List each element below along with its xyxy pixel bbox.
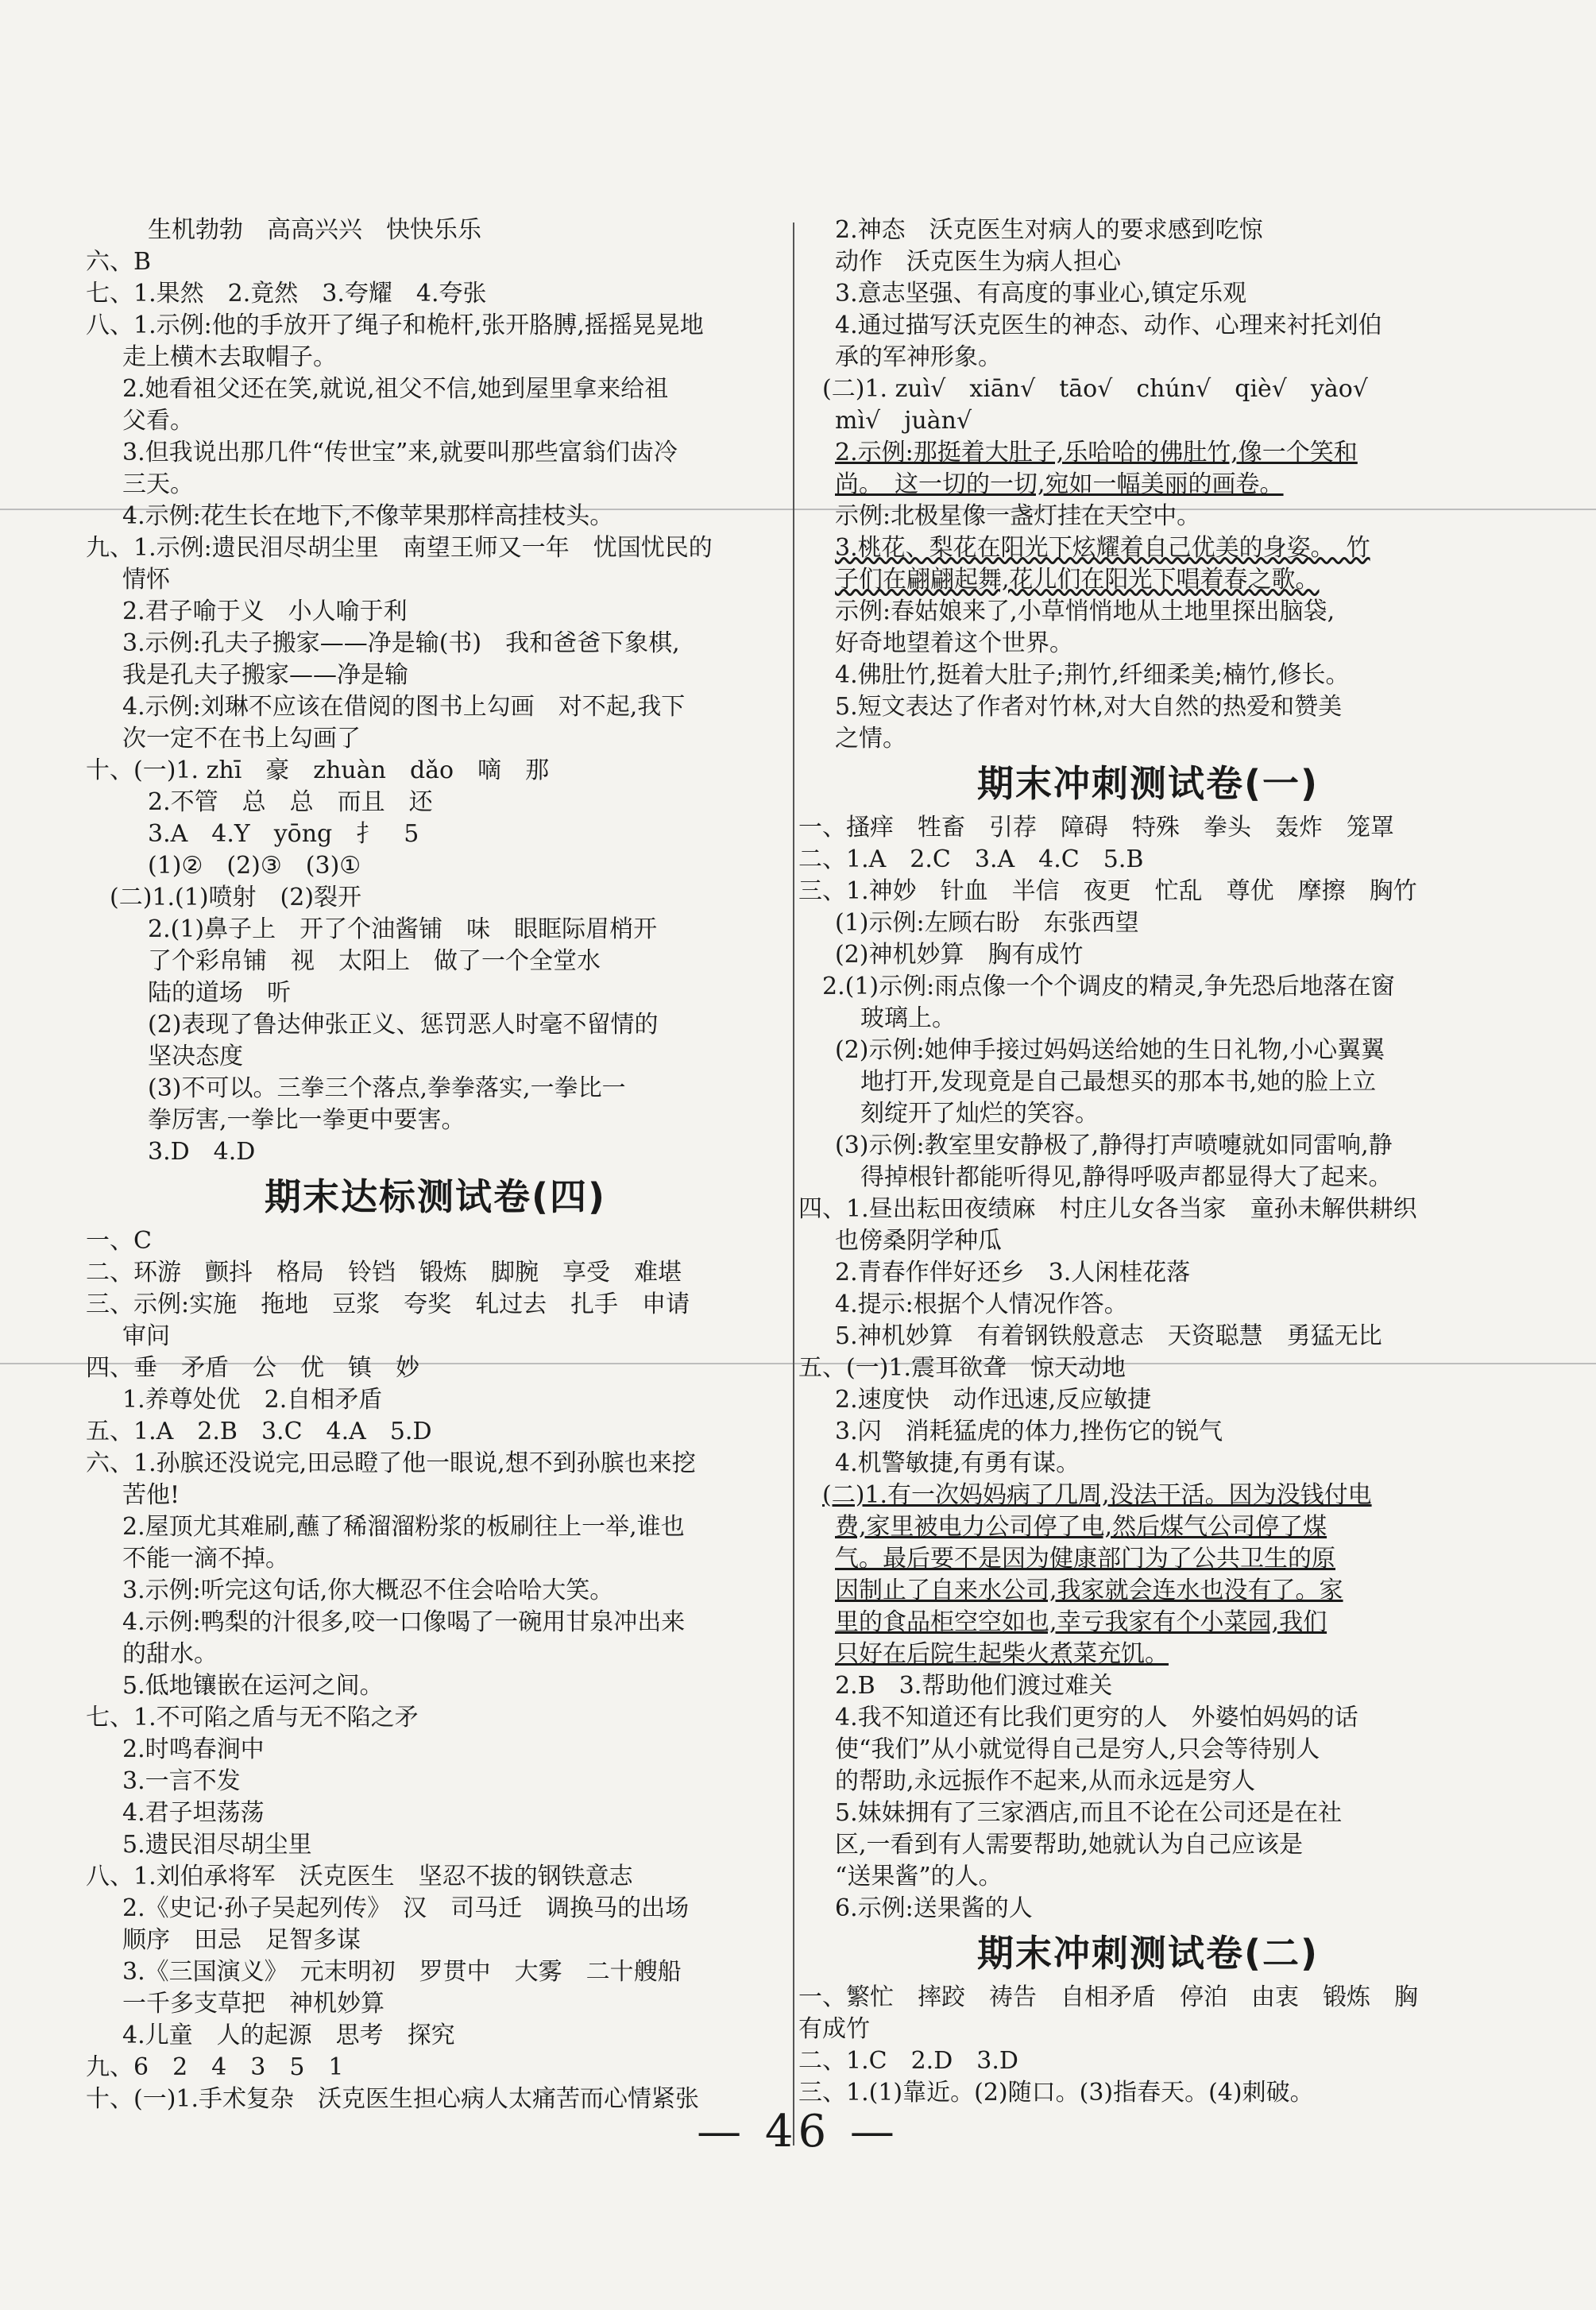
answer-text: (二)1.(1)喷射 (2)裂开 xyxy=(110,884,362,911)
section-title: 期末冲刺测试卷(二) xyxy=(976,1932,1320,1975)
section-title: 期末冲刺测试卷(一) xyxy=(976,762,1320,805)
answer-text: 3.D 4.D xyxy=(148,1138,256,1166)
answer-line xyxy=(86,1073,785,1105)
answer-text: 里的食品柜空空如也,幸亏我家有个小菜园,我们 xyxy=(835,1608,1327,1636)
answer-line xyxy=(86,2052,785,2084)
answer-text: 七、1.果然 2.竟然 3.夸耀 4.夸张 xyxy=(86,280,487,308)
answer-text: 2.不管 总 总 而且 还 xyxy=(148,788,433,816)
answer-text: 三天。 xyxy=(122,470,194,498)
answer-text: 次一定不在书上勾画了 xyxy=(122,725,361,753)
answer-text: 5.短文表达了作者对竹林,对大自然的热爱和赞美 xyxy=(835,693,1343,721)
answer-text: 八、1.刘伯承将军 沃克医生 坚忍不拔的钢铁意志 xyxy=(86,1863,633,1890)
answer-line xyxy=(86,850,785,882)
answer-line xyxy=(798,723,1497,755)
answer-text: 4.示例:花生长在地下,不像苹果那样高挂枝头。 xyxy=(122,502,614,530)
answer-line xyxy=(798,812,1497,844)
answer-text: 三、示例:实施 拖地 豆浆 夸奖 轧过去 扎手 申请 xyxy=(86,1290,690,1318)
answer-line xyxy=(86,1352,785,1384)
answer-line xyxy=(86,1448,785,1480)
answer-text: 四、垂 矛盾 公 优 镇 妙 xyxy=(86,1354,419,1382)
answer-text: 2.青春作伴好还乡 3.人闲桂花落 xyxy=(835,1259,1191,1287)
answer-line xyxy=(798,469,1497,501)
answer-line xyxy=(86,1893,785,1925)
answer-line xyxy=(798,1861,1497,1893)
answer-text: 3.意志坚强、有高度的事业心,镇定乐观 xyxy=(835,280,1247,308)
answer-line xyxy=(86,755,785,787)
answer-text: (2)神机妙算 胸有成竹 xyxy=(835,941,1084,969)
answer-text: 六、1.孙膑还没说完,田忌瞪了他一眼说,想不到孙膑也来挖 xyxy=(86,1449,696,1477)
answer-line xyxy=(86,787,785,818)
answer-text: 3.但我说出那几件“传世宝”来,就要叫那些富翁们齿冷 xyxy=(122,439,678,466)
answer-text: 3.桃花、梨花在阳光下炫耀着自己优美的身姿。 竹 xyxy=(835,534,1370,562)
answer-text: 2.速度快 动作迅速,反应敏捷 xyxy=(835,1386,1152,1414)
answer-line xyxy=(86,914,785,946)
answer-line xyxy=(798,1257,1497,1289)
answer-text: (2)表现了鲁达伸张正义、惩罚恶人时毫不留情的 xyxy=(148,1011,659,1039)
answer-text: (3)不可以。三拳三个落点,拳拳落实,一拳比一 xyxy=(148,1074,626,1102)
answer-text: 二、1.A 2.C 3.A 4.C 5.B xyxy=(798,845,1144,873)
answer-text: 五、1.A 2.B 3.C 4.A 5.D xyxy=(86,1418,432,1445)
answer-line xyxy=(86,1289,785,1321)
answer-line xyxy=(798,310,1497,342)
answer-line xyxy=(798,1766,1497,1797)
answer-text: (1)② (2)③ (3)① xyxy=(148,852,361,880)
answer-text: 的甜水。 xyxy=(122,1640,218,1668)
answer-line xyxy=(86,1041,785,1073)
answer-text: 十、(一)1. zhī 豪 zhuàn dǎo 嘀 那 xyxy=(86,756,550,784)
answer-line xyxy=(798,1575,1497,1607)
answer-text: 情怀 xyxy=(122,566,170,594)
answer-line xyxy=(86,469,785,501)
answer-line xyxy=(798,1543,1497,1575)
answer-line xyxy=(798,1734,1497,1766)
answer-line xyxy=(798,1130,1497,1162)
answer-line xyxy=(86,977,785,1009)
answer-text: 3.A 4.Y yōng 扌 5 xyxy=(148,820,419,848)
answer-text: 示例:北极星像一盏灯挂在天空中。 xyxy=(835,502,1201,530)
answer-line xyxy=(798,246,1497,278)
answer-line xyxy=(86,1384,785,1416)
answer-text: 生机勃勃 高高兴兴 快快乐乐 xyxy=(148,216,481,244)
answer-text: mì√ juàn√ xyxy=(835,407,972,435)
answer-line xyxy=(86,2020,785,2052)
answer-line xyxy=(798,2077,1497,2109)
answer-line xyxy=(86,1480,785,1511)
answer-text: 玻璃上。 xyxy=(860,1004,956,1032)
answer-line xyxy=(798,1448,1497,1480)
answer-line xyxy=(798,215,1497,246)
answer-line xyxy=(798,876,1497,907)
answer-line xyxy=(86,596,785,628)
answer-text: 四、1.昼出耘田夜绩麻 村庄儿女各当家 童孙未解供耕织 xyxy=(798,1195,1417,1223)
answer-text: 我是孔夫子搬家——净是输 xyxy=(122,661,408,689)
answer-text: 3.《三国演义》 元末明初 罗贯中 大雾 二十艘船 xyxy=(122,1958,682,1986)
answer-line xyxy=(86,1734,785,1766)
answer-line xyxy=(798,405,1497,437)
answer-line xyxy=(798,1797,1497,1829)
answer-text: 5.妹妹拥有了三家酒店,而且不论在公司还是在社 xyxy=(835,1799,1343,1827)
answer-text: 陆的道场 听 xyxy=(148,979,291,1007)
page-number: — 46 — xyxy=(697,2106,899,2157)
answer-text: 三、1.神妙 针血 半信 夜更 忙乱 尊优 摩擦 胸竹 xyxy=(798,877,1417,905)
answer-line xyxy=(86,278,785,310)
answer-line xyxy=(798,1225,1497,1257)
answer-text: 二、1.C 2.D 3.D xyxy=(798,2047,1018,2075)
answer-line xyxy=(86,1511,785,1543)
answer-line xyxy=(798,1416,1497,1448)
answer-text: 2.她看祖父还在笑,就说,祖父不信,她到屋里拿来给祖 xyxy=(122,375,669,403)
answer-text: 4.儿童 人的起源 思考 探究 xyxy=(122,2022,455,2049)
answer-text: 2.(1)鼻子上 开了个油酱铺 味 眼眶际眉梢开 xyxy=(148,915,658,943)
answer-line xyxy=(86,723,785,755)
answer-text: 3.示例:孔夫子搬家——净是输(书) 我和爸爸下象棋, xyxy=(122,629,680,657)
answer-text: 4.君子坦荡荡 xyxy=(122,1799,265,1827)
answer-text: 费,家里被电力公司停了电,然后煤气公司停了煤 xyxy=(835,1513,1327,1541)
answer-text: 不能一滴不掉。 xyxy=(122,1545,289,1573)
answer-line xyxy=(798,342,1497,373)
answer-line xyxy=(798,2014,1497,2045)
answer-text: 3.一言不发 xyxy=(122,1767,241,1795)
answer-line xyxy=(86,1009,785,1041)
answer-text: 4.佛肚竹,挺着大肚子;荆竹,纤细柔美;楠竹,修长。 xyxy=(835,661,1350,689)
answer-text: 也傍桑阴学种瓜 xyxy=(835,1227,1002,1255)
answer-text: 父看。 xyxy=(122,407,194,435)
answer-text: 苦他! xyxy=(122,1481,180,1509)
answer-text: 尚。 这一切的一切,宛如一幅美丽的画卷。 xyxy=(835,470,1284,498)
answer-line xyxy=(798,596,1497,628)
answer-line xyxy=(86,501,785,532)
answer-text: (二)1. zuì√ xiān√ tāo√ chún√ qiè√ yào√ xyxy=(822,375,1368,403)
answer-text: 得掉根针都能听得见,静得呼吸声都显得大了起来。 xyxy=(860,1163,1393,1191)
answer-text: 因制止了自来水公司,我家就会连水也没有了。家 xyxy=(835,1577,1343,1604)
answer-line xyxy=(86,1766,785,1797)
answer-line xyxy=(86,373,785,405)
answer-line xyxy=(86,1797,785,1829)
answer-line xyxy=(86,1829,785,1861)
answer-line xyxy=(798,564,1497,596)
answer-line xyxy=(798,278,1497,310)
answer-text: 4.示例:鸭梨的汁很多,咬一口像喝了一碗用甘泉冲出来 xyxy=(122,1608,686,1636)
answer-text: 子们在翩翩起舞,花儿们在阳光下唱着春之歌。 xyxy=(835,566,1320,594)
answer-text: 3.示例:听完这句话,你大概忍不住会哈哈大笑。 xyxy=(122,1577,614,1604)
answer-line xyxy=(86,1607,785,1639)
answer-line xyxy=(86,1225,785,1257)
answer-text: 走上横木去取帽子。 xyxy=(122,343,337,371)
answer-line xyxy=(798,1194,1497,1225)
answer-line xyxy=(798,939,1497,971)
answer-line xyxy=(798,628,1497,660)
answer-text: 九、6 2 4 3 5 1 xyxy=(86,2053,344,2081)
answer-text: 使“我们”从小就觉得自己是穷人,只会等待别人 xyxy=(835,1735,1320,1763)
answer-line xyxy=(86,215,785,246)
answer-column-right xyxy=(798,215,1497,2109)
answer-text: 5.低地镶嵌在运河之间。 xyxy=(122,1672,384,1700)
answer-line xyxy=(798,1098,1497,1130)
answer-text: 4.提示:根据个人情况作答。 xyxy=(835,1290,1128,1318)
answer-text: 了个彩帛铺 视 太阳上 做了一个全堂水 xyxy=(148,947,601,975)
answer-text: 一千多支草把 神机妙算 xyxy=(122,1990,385,2018)
answer-text: 一、C xyxy=(86,1227,152,1255)
answer-text: 2.示例:那挺着大肚子,乐哈哈的佛肚竹,像一个笑和 xyxy=(835,439,1358,466)
answer-text: 二、环游 颤抖 格局 铃铛 锻炼 脚腕 享受 难堪 xyxy=(86,1259,682,1287)
answer-line xyxy=(798,1162,1497,1194)
answer-line xyxy=(86,1321,785,1352)
answer-line xyxy=(86,882,785,914)
answer-text: “送果酱”的人。 xyxy=(835,1863,1003,1890)
answer-line xyxy=(798,437,1497,469)
answer-text: 的帮助,永远振作不起来,从而永远是穷人 xyxy=(835,1767,1256,1795)
answer-text: 2.(1)示例:雨点像一个个调皮的精灵,争先恐后地落在窗 xyxy=(822,973,1395,1000)
answer-line xyxy=(86,437,785,469)
answer-text: 一、繁忙 摔跤 祷告 自相矛盾 停泊 由衷 锻炼 胸 xyxy=(798,1983,1418,2011)
answer-line xyxy=(798,1607,1497,1639)
answer-line xyxy=(86,1925,785,1956)
answer-text: 拳厉害,一拳比一拳更中要害。 xyxy=(148,1106,466,1134)
answer-line xyxy=(86,1670,785,1702)
answer-line xyxy=(798,2045,1497,2077)
answer-text: 地打开,发现竟是自己最想买的那本书,她的脸上立 xyxy=(860,1068,1377,1096)
answer-text: 七、1.不可陷之盾与无不陷之矛 xyxy=(86,1704,419,1732)
answer-text: 动作 沃克医生为病人担心 xyxy=(835,248,1121,276)
answer-line xyxy=(798,1893,1497,1925)
answer-text: 2.君子喻于义 小人喻于利 xyxy=(122,598,408,625)
answer-text: (1)示例:左顾右盼 东张西望 xyxy=(835,909,1139,937)
answer-line xyxy=(798,844,1497,876)
answer-line xyxy=(798,1384,1497,1416)
answer-text: 九、1.示例:遗民泪尽胡尘里 南望王师又一年 忧国忧民的 xyxy=(86,534,713,562)
answer-line xyxy=(798,1511,1497,1543)
answer-text: 六、B xyxy=(86,248,152,276)
section-title: 期末达标测试卷(四) xyxy=(264,1175,607,1218)
answer-line xyxy=(86,1639,785,1670)
answer-line xyxy=(798,1066,1497,1098)
answer-text: 有成竹 xyxy=(798,2015,870,2043)
answer-line xyxy=(798,660,1497,691)
answer-line xyxy=(86,1988,785,2020)
answer-line xyxy=(86,691,785,723)
answer-text: 2.《史记·孙子吴起列传》 汉 司马迁 调换马的出场 xyxy=(122,1894,690,1922)
answer-line xyxy=(86,1543,785,1575)
answer-line xyxy=(86,1575,785,1607)
answer-line xyxy=(798,1321,1497,1352)
answer-line xyxy=(86,818,785,850)
answer-text: 3.闪 消耗猛虎的体力,挫伤它的锐气 xyxy=(835,1418,1223,1445)
answer-text: 一、搔痒 牲畜 引荐 障碍 特殊 拳头 轰炸 笼罩 xyxy=(798,814,1394,842)
answer-line xyxy=(86,342,785,373)
answer-text: 5.遗民泪尽胡尘里 xyxy=(122,1831,312,1859)
answer-text: 承的军神形象。 xyxy=(835,343,1002,371)
answer-text: (3)示例:教室里安静极了,静得打声喷嚏就如同雷响,静 xyxy=(835,1132,1393,1159)
answer-line xyxy=(86,1702,785,1734)
answer-text: 审问 xyxy=(122,1322,170,1350)
answer-line xyxy=(86,1257,785,1289)
answer-text: 2.神态 沃克医生对病人的要求感到吃惊 xyxy=(835,216,1263,244)
answer-line xyxy=(86,1416,785,1448)
answer-column-left xyxy=(86,215,785,2115)
answer-line xyxy=(86,1136,785,1168)
answer-text: 只好在后院生起柴火煮菜充饥。 xyxy=(835,1640,1169,1668)
answer-text: 2.屋顶尤其难刷,蘸了稀溜溜粉浆的板刷往上一举,谁也 xyxy=(122,1513,685,1541)
answer-text: 坚决态度 xyxy=(148,1043,243,1070)
answer-line xyxy=(798,1003,1497,1035)
answer-line xyxy=(798,532,1497,564)
answer-text: (二)1.有一次妈妈病了几周,没法干活。因为没钱付电 xyxy=(822,1481,1372,1509)
answer-text: 顺序 田忌 足智多谋 xyxy=(122,1926,361,1954)
answer-text: 6.示例:送果酱的人 xyxy=(835,1894,1033,1922)
answer-line xyxy=(798,1670,1497,1702)
column-divider xyxy=(793,222,794,2146)
answer-line xyxy=(798,1702,1497,1734)
answer-line xyxy=(798,1480,1497,1511)
answer-text: 4.机警敏捷,有勇有谋。 xyxy=(835,1449,1080,1477)
answer-text: 4.示例:刘琳不应该在借阅的图书上勾画 对不起,我下 xyxy=(122,693,686,721)
answer-text: 4.我不知道还有比我们更穷的人 外婆怕妈妈的话 xyxy=(835,1704,1358,1732)
answer-line xyxy=(798,1982,1497,2014)
answer-line xyxy=(798,691,1497,723)
answer-line xyxy=(798,1639,1497,1670)
answer-line xyxy=(86,532,785,564)
answer-text: 5.神机妙算 有着钢铁般意志 天资聪慧 勇猛无比 xyxy=(835,1322,1382,1350)
answer-text: 气。最后要不是因为健康部门为了公共卫生的原 xyxy=(835,1545,1335,1573)
answer-line xyxy=(86,564,785,596)
answer-line xyxy=(798,1289,1497,1321)
answer-text: 八、1.示例:他的手放开了绳子和桅杆,张开胳膊,摇摇晃晃地 xyxy=(86,311,704,339)
answer-line xyxy=(798,971,1497,1003)
answer-line xyxy=(798,1352,1497,1384)
answer-line xyxy=(798,373,1497,405)
answer-line xyxy=(86,1956,785,1988)
answer-line xyxy=(86,628,785,660)
answer-line xyxy=(798,1035,1497,1066)
answer-text: 2.时鸣春涧中 xyxy=(122,1735,265,1763)
answer-text: 刻绽开了灿烂的笑容。 xyxy=(860,1100,1099,1128)
answer-line xyxy=(798,1829,1497,1861)
answer-text: 之情。 xyxy=(835,725,906,753)
answer-line xyxy=(86,310,785,342)
answer-text: 十、(一)1.手术复杂 沃克医生担心病人太痛苦而心情紧张 xyxy=(86,2085,700,2113)
answer-text: 2.B 3.帮助他们渡过难关 xyxy=(835,1672,1113,1700)
answer-text: (2)示例:她伸手接过妈妈送给她的生日礼物,小心翼翼 xyxy=(835,1036,1385,1064)
answer-line xyxy=(86,405,785,437)
answer-text: 4.通过描写沃克医生的神态、动作、心理来衬托刘伯 xyxy=(835,311,1382,339)
answer-text: 区,一看到有人需要帮助,她就认为自己应该是 xyxy=(835,1831,1304,1859)
answer-line xyxy=(798,907,1497,939)
answer-line xyxy=(86,660,785,691)
answer-text: 五、(一)1.震耳欲聋 惊天动地 xyxy=(798,1354,1126,1382)
answer-text: 示例:春姑娘来了,小草悄悄地从土地里探出脑袋, xyxy=(835,598,1335,625)
answer-line xyxy=(798,501,1497,532)
answer-line xyxy=(86,946,785,977)
answer-text: 1.养尊处优 2.自相矛盾 xyxy=(122,1386,383,1414)
answer-line xyxy=(86,246,785,278)
answer-line xyxy=(86,1861,785,1893)
answer-text: 三、1.(1)靠近。(2)随口。(3)指春天。(4)刺破。 xyxy=(798,2079,1314,2107)
answer-text: 好奇地望着这个世界。 xyxy=(835,629,1073,657)
answer-line xyxy=(86,1105,785,1136)
